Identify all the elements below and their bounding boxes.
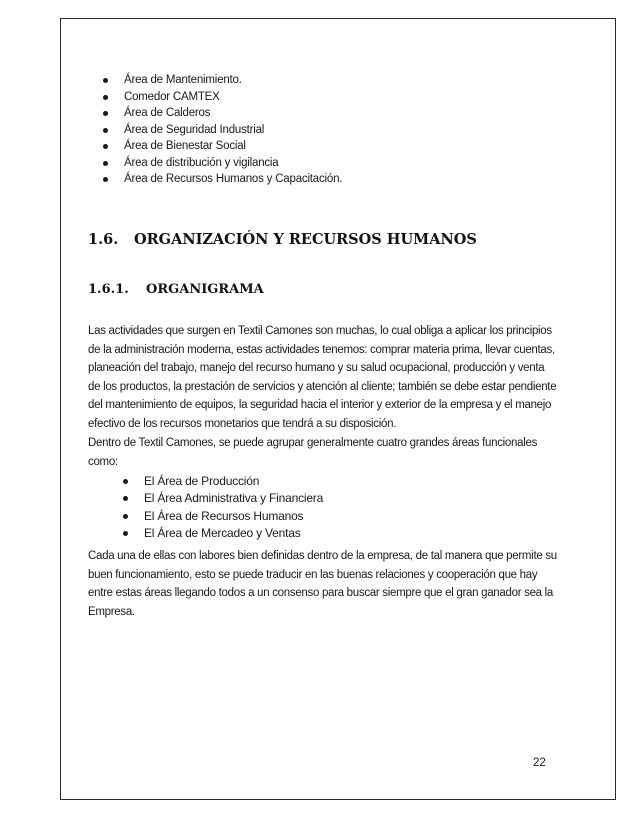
section-number: 1.6. (88, 231, 119, 248)
list-item: Área de Seguridad Industrial (124, 122, 342, 139)
list-item: Área de Calderos (124, 105, 342, 122)
page-number: 22 (533, 757, 546, 769)
areas-list (124, 72, 342, 188)
list-item: El Área de Recursos Humanos (144, 508, 323, 525)
subsection-number: 1.6.1. (88, 282, 129, 297)
paragraph-functional-areas: Dentro de Textil Camones, se puede agrupar generalmente cuatro grandes áreas funcionales como: (88, 437, 538, 468)
list-item: El Área de Producción (144, 473, 323, 490)
list-item: El Área de Mercadeo y Ventas (144, 525, 323, 542)
section-title: ORGANIZACIÓN Y RECURSOS HUMANOS (134, 231, 477, 248)
list-item: Comedor CAMTEX (124, 89, 342, 106)
subsection-title: ORGANIGRAMA (146, 282, 264, 297)
functional-areas-list (144, 473, 323, 542)
list-item: El Área Administrativa y Financiera (144, 490, 323, 507)
paragraph-cooperation: Cada una de ellas con labores bien definidas dentro de la empresa, de tal manera que permite su buen funcionamiento, esto se puede traducir en las buenas relaciones y cooperación que hay entre estas áreas llegando todos a un consenso para buscar siempre que el gran ganador sea la Empresa. (88, 550, 557, 618)
list-item: Área de Bienestar Social (124, 138, 342, 155)
list-item: Área de Mantenimiento. (124, 72, 342, 89)
list-item: Área de Recursos Humanos y Capacitación. (124, 171, 342, 188)
list-item: Área de distribución y vigilancia (124, 155, 342, 172)
paragraph-activities: Las actividades que surgen en Textil Camones son muchas, lo cual obliga a aplicar los principios de la administración moderna, estas actividades tenemos: comprar materia prima, llevar cuentas, planeación del trabajo, manejo del recurso humano y su salud ocupacional, producción y venta de los productos, la prestación de servicios y atención al cliente; también se debe estar pendiente del mantenimiento de equipos, la seguridad hacia el interior y exterior de la empresa y el manejo efectivo de los recursos monetarios que tendrá a su disposición. (88, 325, 557, 430)
